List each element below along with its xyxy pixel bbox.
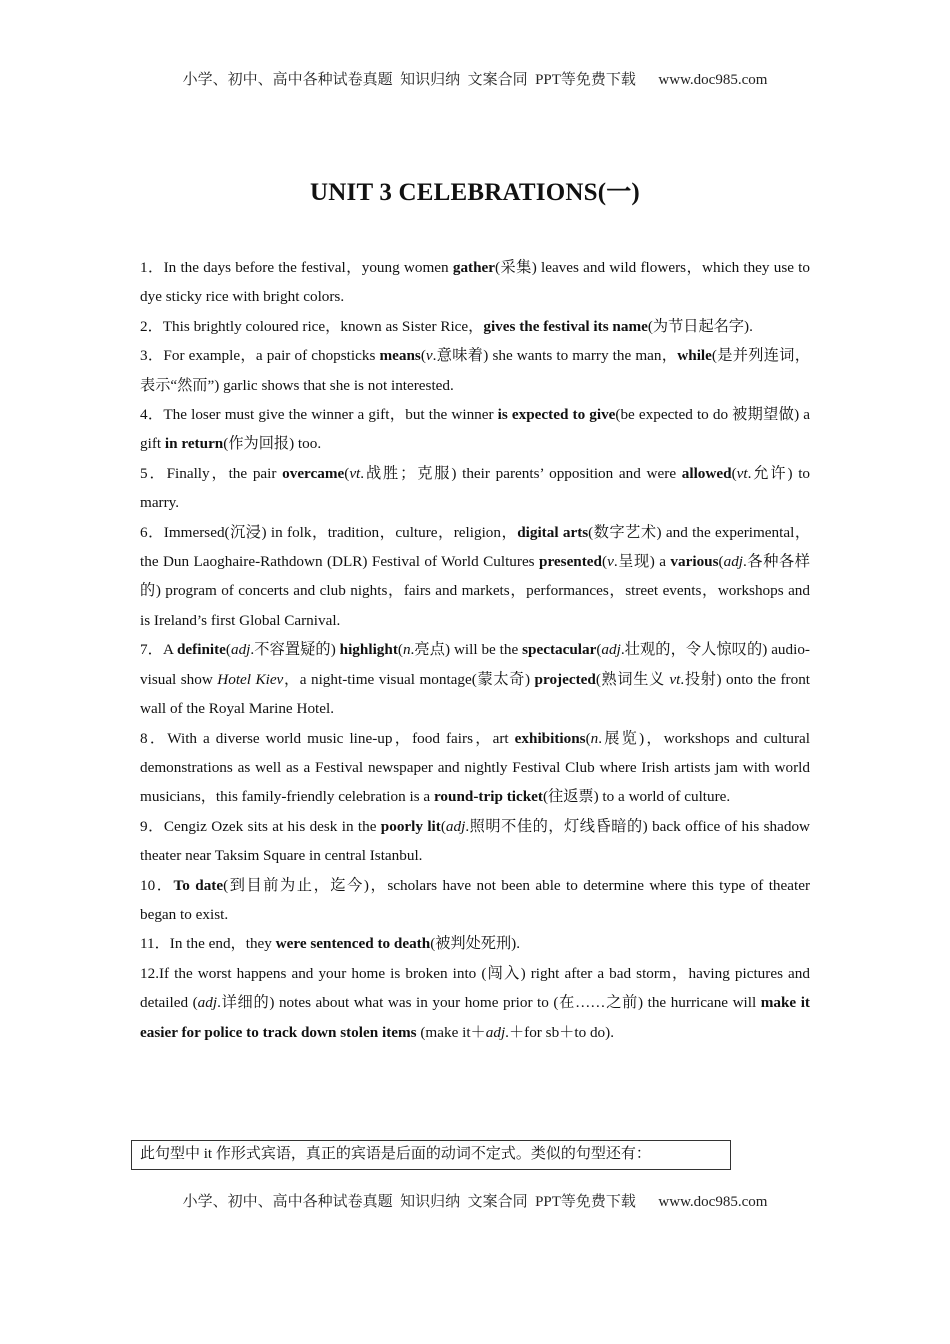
text-run: 10．	[140, 876, 174, 894]
text-run: 8．With a diverse world music line-up，food fairs，art	[140, 729, 515, 747]
bold-term: allowed	[681, 464, 732, 482]
text-run: .亮点) will be the	[410, 641, 523, 659]
text-run: .壮观的，令人惊叹的) audio-visual show	[140, 641, 810, 688]
bold-term: were sentenced to death	[275, 935, 431, 953]
bold-term: presented	[539, 553, 602, 571]
italic-text: vt	[736, 464, 748, 482]
text-run: .呈现) a	[613, 553, 671, 571]
list-item	[140, 400, 810, 459]
text-run: (	[731, 464, 737, 482]
text-run: (be expected to do 被期望做) a gift	[140, 406, 811, 453]
text-run: (熟词生义	[595, 670, 670, 688]
text-run: 1．In the days before the festival，young women	[140, 259, 453, 276]
text-run: 6．Immersed(沉浸) in folk，tradition，culture，religion，	[140, 523, 518, 541]
text-run: (	[397, 641, 403, 659]
text-run: .允许) to marry.	[140, 464, 811, 512]
list-item	[140, 518, 810, 636]
page-header: 小学、初中、高中各种试卷真题 知识归纳 文案合同 PPT等免费下载 www.doc985.com	[182, 72, 768, 88]
text-run: .战胜；克服) their parents’ opposition and were	[360, 464, 682, 482]
bold-term: definite	[176, 641, 226, 659]
bold-term: gives the festival its name	[483, 317, 648, 335]
text-run: .照明不佳的，灯线昏暗的) back office of his shadow theater near Taksim Square in central Istanbul.	[140, 817, 811, 865]
text-run: 12.If the worst happens and your home is broken into (闯入) right after a bad storm，having pictures and detailed (	[140, 964, 810, 1012]
text-run: (make it＋	[416, 1023, 486, 1041]
text-run: (为节日起名字).	[647, 317, 753, 335]
list-item	[140, 724, 810, 812]
text-run: .展览)，workshops and cultural demonstrations as well as a Festival newspaper and nightly Festival Club where Irish artists jam with world musicians，this family-friendly celebration is a	[140, 729, 810, 806]
bold-term: highlight	[339, 641, 398, 659]
text-run: 2．This brightly coloured rice，known as Sister Rice，	[140, 317, 484, 335]
italic-text: v	[607, 553, 614, 571]
italic-text: n	[402, 641, 411, 659]
italic-text: adj	[197, 994, 218, 1012]
text-run: (	[344, 464, 350, 482]
italic-text: adj	[230, 641, 251, 659]
italic-text: n	[590, 729, 599, 747]
text-run: (作为回报) too.	[223, 435, 322, 453]
italic-text: adj	[601, 641, 621, 659]
italic-text: adj	[445, 817, 466, 835]
italic-text: v	[425, 347, 433, 365]
bold-term: round-trip ticket	[433, 788, 543, 806]
page-footer: 小学、初中、高中各种试卷真题 知识归纳 文案合同 PPT等免费下载 www.doc985.com	[182, 1194, 768, 1210]
page-title: UNIT 3 CELEBRATIONS(一)	[310, 179, 640, 206]
text-run: (	[585, 729, 591, 747]
text-run: (	[718, 553, 724, 571]
text-run: (	[420, 347, 426, 365]
text-run: (到目前为止，迄今)，scholars have not been able to determine where this type of theater began to exist.	[140, 876, 811, 923]
italic-text: vt	[669, 670, 681, 688]
text-run: (	[602, 553, 608, 571]
text-run: .投射) onto the front wall of the Royal Marine Hotel.	[140, 670, 811, 718]
bold-term: various	[670, 553, 719, 571]
bold-term: spectacular	[522, 641, 597, 659]
bold-term: poorly lit	[380, 817, 441, 835]
note-box: 此句型中 it 作形式宾语，真正的宾语是后面的动词不定式。类似的句型还有：	[131, 1140, 731, 1170]
list-item	[140, 253, 810, 312]
content	[140, 253, 810, 1047]
list-item	[140, 635, 810, 723]
list-item	[140, 341, 810, 400]
text-run: 5．Finally，the pair	[140, 464, 283, 482]
italic-text: vt	[349, 464, 361, 482]
bold-term: is expected to give	[497, 406, 616, 424]
list-item	[140, 459, 810, 518]
bold-term: exhibitions	[514, 729, 586, 747]
bold-term: gather	[452, 259, 496, 276]
list-item	[140, 929, 810, 958]
bold-term: digital arts	[517, 523, 589, 541]
text-run: 7．A	[140, 641, 177, 659]
italic-text: adj	[723, 553, 744, 571]
list-item	[140, 312, 810, 341]
text-run: (采集) leaves and wild flowers，which they use to dye sticky rice with bright colors.	[140, 259, 810, 306]
text-run: .各种各样的) program of concerts and club nights，fairs and markets，performances，street events，workshops and is Ireland’s first Global Carnival.	[140, 553, 810, 629]
text-run: .不容置疑的)	[250, 641, 340, 659]
text-run: 9．Cengiz Ozek sits at his desk in the	[140, 817, 381, 835]
italic-text: Hotel Kiev	[217, 670, 284, 688]
text-run: (数字艺术) and the experimental，the Dun Laoghaire-Rathdown (DLR) Festival of World Cultures	[140, 523, 811, 571]
bold-term: means	[379, 347, 421, 365]
list-item	[140, 959, 810, 1047]
text-run: (	[225, 641, 231, 659]
text-run: (	[440, 817, 446, 835]
list-item	[140, 812, 810, 871]
bold-term: projected	[534, 670, 596, 688]
bold-term: To date	[173, 876, 224, 894]
bold-term: overcame	[282, 464, 345, 482]
bold-term: make it easier for police to track down stolen items	[140, 994, 810, 1041]
italic-text: adj	[485, 1023, 506, 1041]
text-run: (	[596, 641, 602, 659]
bold-term: while	[677, 347, 712, 365]
text-run: .＋for sb＋to do).	[505, 1023, 615, 1041]
text-run: .意味着) she wants to marry the man，	[432, 347, 678, 365]
text-run: (是并列连词，表示“然而”) garlic shows that she is not interested.	[140, 347, 810, 394]
text-run: 3．For example，a pair of chopsticks	[140, 347, 380, 365]
text-run: ，a night-time visual montage(蒙太奇)	[283, 670, 535, 688]
list-item	[140, 871, 810, 930]
text-run: (被判处死刑).	[430, 935, 521, 953]
text-run: (往返票) to a world of culture.	[542, 788, 731, 806]
text-run: .详细的) notes about what was in your home prior to (在……之前) the hurricane will	[217, 994, 761, 1012]
text-run: 11．In the end，they	[140, 935, 276, 953]
text-run: 4．The loser must give the winner a gift，but the winner	[140, 406, 498, 424]
bold-term: in return	[164, 435, 224, 453]
